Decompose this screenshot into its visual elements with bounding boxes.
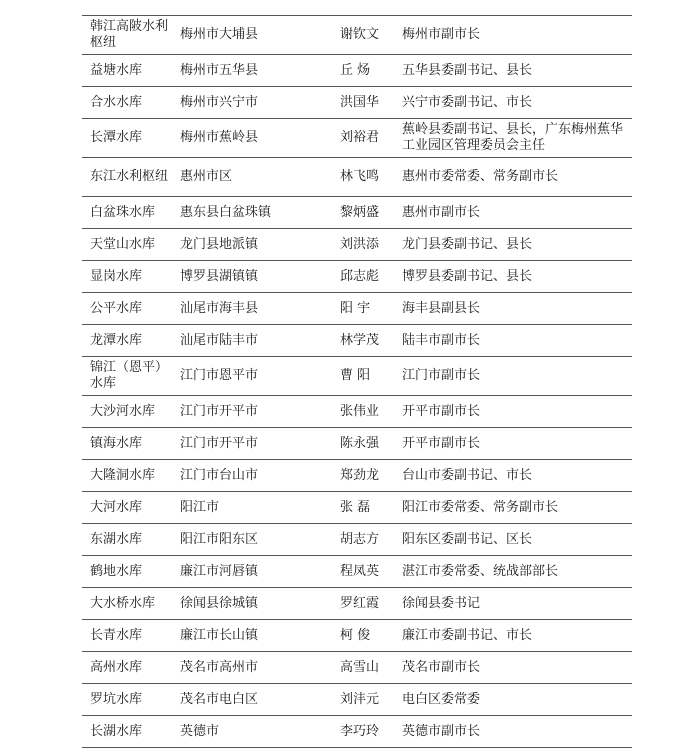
location-cell: 徐闻县徐城镇 (180, 595, 259, 611)
position-cell: 开平市副市长 (402, 435, 481, 451)
table-row (82, 396, 632, 428)
reservoir-name-cell: 公平水库 (90, 300, 143, 316)
position-cell: 海丰县副县长 (402, 300, 481, 316)
reservoir-name-cell: 大水桥水库 (90, 595, 156, 611)
reservoir-name-cell: 韩江高陂水利枢纽 (90, 19, 169, 50)
position-cell: 兴宁市委副书记、市长 (402, 94, 533, 110)
position-cell: 阳江市委常委、常务副市长 (402, 499, 559, 515)
table-row (82, 460, 632, 492)
responsible-person-cell: 陈永强 (340, 435, 380, 451)
responsible-person-cell: 阳 宇 (340, 300, 371, 316)
position-cell: 五华县委副书记、县长 (402, 62, 533, 78)
reservoir-name-cell: 罗坑水库 (90, 691, 143, 707)
reservoir-name-cell: 大隆洞水库 (90, 467, 156, 483)
table-body (82, 16, 632, 748)
responsible-person-cell: 郑劲龙 (340, 467, 380, 483)
responsible-person-cell: 林学茂 (340, 332, 380, 348)
location-cell: 惠东县白盆珠镇 (180, 204, 272, 220)
location-cell: 江门市开平市 (180, 403, 259, 419)
table-row (82, 293, 632, 325)
responsible-person-cell: 张伟业 (340, 403, 380, 419)
position-cell: 英德市副市长 (402, 723, 481, 739)
reservoir-name-cell: 东湖水库 (90, 531, 143, 547)
reservoir-name-cell: 长湖水库 (90, 723, 143, 739)
table-row (82, 620, 632, 652)
responsible-person-cell: 张 磊 (340, 499, 371, 515)
reservoir-name-cell: 天堂山水库 (90, 236, 156, 252)
reservoir-name-cell: 镇海水库 (90, 435, 143, 451)
table-row (82, 588, 632, 620)
responsible-person-cell: 刘洪添 (340, 236, 380, 252)
reservoir-responsibility-table (82, 15, 632, 748)
reservoir-name-cell: 显岗水库 (90, 268, 143, 284)
position-cell: 廉江市委副书记、市长 (402, 627, 533, 643)
table-row (82, 119, 632, 158)
responsible-person-cell: 谢钦文 (340, 27, 380, 42)
location-cell: 茂名市高州市 (180, 659, 259, 675)
position-cell: 惠州市委常委、常务副市长 (402, 169, 559, 184)
table-row (82, 492, 632, 524)
position-cell: 电白区委常委 (402, 691, 481, 707)
table-row (82, 684, 632, 716)
location-cell: 龙门县地派镇 (180, 236, 259, 252)
table-row (82, 158, 632, 197)
reservoir-name-cell: 大沙河水库 (90, 403, 156, 419)
table-row (82, 55, 632, 87)
position-cell: 台山市委副书记、市长 (402, 467, 533, 483)
reservoir-name-cell: 锦江（恩平）水库 (90, 360, 169, 391)
reservoir-name-cell: 龙潭水库 (90, 332, 143, 348)
responsible-person-cell: 胡志方 (340, 531, 380, 547)
position-cell: 湛江市委常委、统战部部长 (402, 563, 559, 579)
position-cell: 徐闻县委书记 (402, 595, 481, 611)
location-cell: 阳江市 (180, 499, 220, 515)
table-row (82, 556, 632, 588)
responsible-person-cell: 丘 炀 (340, 62, 371, 78)
responsible-person-cell: 邱志彪 (340, 268, 380, 284)
table-row (82, 428, 632, 460)
table-row (82, 87, 632, 119)
reservoir-name-cell: 高州水库 (90, 659, 143, 675)
responsible-person-cell: 罗红霞 (340, 595, 380, 611)
responsible-person-cell: 洪国华 (340, 94, 380, 110)
position-cell: 龙门县委副书记、县长 (402, 236, 533, 252)
table-row (82, 652, 632, 684)
table-row (82, 325, 632, 357)
responsible-person-cell: 李巧玲 (340, 723, 380, 739)
location-cell: 廉江市长山镇 (180, 627, 259, 643)
position-cell: 惠州市副市长 (402, 204, 481, 220)
table-row (82, 357, 632, 396)
responsible-person-cell: 高雪山 (340, 659, 380, 675)
location-cell: 英德市 (180, 723, 220, 739)
responsible-person-cell: 黎炳盛 (340, 204, 380, 220)
position-cell: 梅州市副市长 (402, 27, 481, 42)
location-cell: 梅州市大埔县 (180, 27, 259, 42)
responsible-person-cell: 刘裕君 (340, 130, 380, 145)
location-cell: 江门市恩平市 (180, 368, 259, 383)
table-row (82, 197, 632, 229)
table-row (82, 229, 632, 261)
location-cell: 汕尾市陆丰市 (180, 332, 259, 348)
reservoir-name-cell: 合水水库 (90, 94, 143, 110)
position-cell: 博罗县委副书记、县长 (402, 268, 533, 284)
position-cell: 陆丰市副市长 (402, 332, 481, 348)
location-cell: 茂名市电白区 (180, 691, 259, 707)
location-cell: 汕尾市海丰县 (180, 300, 259, 316)
responsible-person-cell: 林飞鸣 (340, 169, 380, 184)
reservoir-name-cell: 益塘水库 (90, 62, 143, 78)
table-row (82, 524, 632, 556)
reservoir-name-cell: 长青水库 (90, 627, 143, 643)
location-cell: 梅州市蕉岭县 (180, 130, 259, 145)
location-cell: 江门市开平市 (180, 435, 259, 451)
location-cell: 梅州市兴宁市 (180, 94, 259, 110)
position-cell: 江门市副市长 (402, 368, 481, 383)
position-cell: 蕉岭县委副书记、县长，广东梅州蕉华工业园区管理委员会主任 (402, 122, 624, 153)
location-cell: 梅州市五华县 (180, 62, 259, 78)
reservoir-name-cell: 鹤地水库 (90, 563, 143, 579)
location-cell: 江门市台山市 (180, 467, 259, 483)
responsible-person-cell: 刘沣元 (340, 691, 380, 707)
reservoir-name-cell: 白盆珠水库 (90, 204, 156, 220)
location-cell: 阳江市阳东区 (180, 531, 259, 547)
reservoir-name-cell: 东江水利枢纽 (90, 169, 169, 184)
location-cell: 博罗县湖镇镇 (180, 268, 259, 284)
table-row (82, 261, 632, 293)
position-cell: 阳东区委副书记、区长 (402, 531, 533, 547)
reservoir-name-cell: 长潭水库 (90, 130, 143, 145)
table-row (82, 16, 632, 55)
position-cell: 茂名市副市长 (402, 659, 481, 675)
location-cell: 惠州市区 (180, 169, 233, 184)
responsible-person-cell: 柯 俊 (340, 627, 371, 643)
position-cell: 开平市副市长 (402, 403, 481, 419)
location-cell: 廉江市河唇镇 (180, 563, 259, 579)
responsible-person-cell: 程凤英 (340, 563, 380, 579)
responsible-person-cell: 曹 阳 (340, 368, 371, 383)
reservoir-name-cell: 大河水库 (90, 499, 143, 515)
